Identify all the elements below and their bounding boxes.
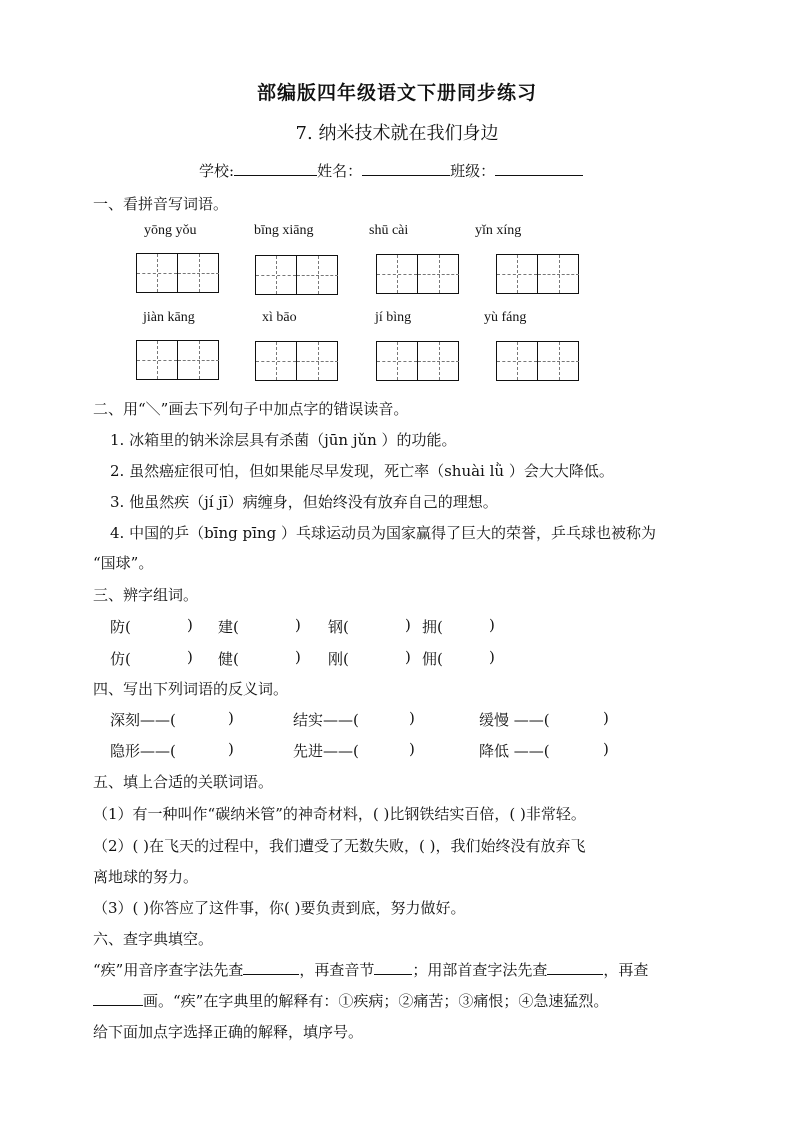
pinyin-2: bīng xiāng: [254, 223, 314, 238]
s6-text: ；用部首查字法先查: [412, 961, 548, 979]
s4-item: 隐形——(: [110, 742, 176, 760]
s4-close: ): [603, 740, 609, 758]
section3-heading: 三、辨字组词。: [93, 586, 199, 604]
s6-line3: 给下面加点字选择正确的解释，填序号。: [93, 1023, 364, 1041]
tianzige-box[interactable]: [136, 340, 219, 380]
pinyin-6: xì bāo: [262, 310, 297, 325]
s3-item: 钢(: [328, 618, 349, 636]
section5-heading: 五、填上合适的关联词语。: [93, 773, 274, 791]
s4-close: ): [228, 740, 234, 758]
s6-text: ，再查: [603, 961, 649, 979]
blank-field[interactable]: [374, 960, 412, 975]
page-title: 部编版四年级语文下册同步练习: [256, 82, 537, 104]
lesson-title: 7. 纳米技术就在我们身边: [295, 123, 499, 144]
name-field[interactable]: [362, 161, 450, 176]
s4-close: ): [228, 709, 234, 727]
s4-item: 结实——(: [293, 711, 359, 729]
s4-item: 先进——(: [293, 742, 359, 760]
s6-line2: [93, 990, 608, 1011]
s5-q3: （3）( )你答应了这件事，你( )要负责到底，努力做好。: [93, 899, 466, 917]
s3-item: 建(: [218, 618, 239, 636]
class-field[interactable]: [495, 161, 583, 176]
s3-item: 健(: [218, 650, 239, 668]
s4-item: 深刻——(: [110, 711, 176, 729]
tianzige-box[interactable]: [496, 341, 579, 381]
s5-q1: （1）有一种叫作“碳纳米管”的神奇材料，( )比钢铁结实百倍，( )非常轻。: [93, 805, 586, 823]
info-line: [199, 160, 583, 181]
s3-close: ): [187, 648, 193, 666]
tianzige-box[interactable]: [255, 341, 338, 381]
section2-heading: 二、用“＼”画去下列句子中加点字的错误读音。: [93, 400, 409, 418]
s4-close: ): [409, 709, 415, 727]
blank-field[interactable]: [547, 960, 603, 975]
s3-close: ): [187, 616, 193, 634]
s3-close: ): [295, 616, 301, 634]
s3-close: ): [405, 648, 411, 666]
s2-item-4: 4. 中国的乒（bīng pīng ）乓球运动员为国家赢得了巨大的荣誉，乒乓球也被称为: [110, 524, 656, 542]
s4-close: ): [603, 709, 609, 727]
s6-text: ，再查音节: [299, 961, 375, 979]
s3-close: ): [295, 648, 301, 666]
s5-q2: （2）( )在飞天的过程中，我们遭受了无数失败，( )，我们始终没有放弃飞: [93, 837, 586, 855]
section1-heading: 一、看拼音写词语。: [93, 195, 229, 213]
pinyin-5: jiàn kāng: [143, 310, 195, 325]
pinyin-8: yù fáng: [484, 310, 527, 325]
s6-text: 画。“疾”在字典里的解释有：①疾病；②痛苦；③痛恨；④急速猛烈。: [143, 992, 609, 1010]
section6-heading: 六、查字典填空。: [93, 930, 214, 948]
s5-q2-cont: 离地球的努力。: [93, 868, 199, 886]
name-label: 姓名：: [317, 162, 363, 180]
tianzige-box[interactable]: [376, 341, 459, 381]
s3-item: 仿(: [110, 650, 131, 668]
s3-item: 刚(: [328, 650, 349, 668]
pinyin-1: yōng yǒu: [144, 223, 197, 238]
s2-item-3: 3. 他虽然疾（jí jī）病缠身，但始终没有放弃自己的理想。: [110, 493, 498, 511]
s3-item: 防(: [110, 618, 131, 636]
pinyin-4: yǐn xíng: [475, 223, 522, 238]
tianzige-box[interactable]: [255, 255, 338, 295]
pinyin-3: shū cài: [369, 223, 409, 238]
tianzige-box[interactable]: [376, 254, 459, 294]
s2-item-1: 1. 冰箱里的钠米涂层具有杀菌（jūn jǔn ）的功能。: [110, 431, 457, 449]
s3-item: 佣(: [422, 650, 443, 668]
pinyin-7: jí bìng: [375, 310, 412, 325]
class-label: 班级：: [450, 162, 496, 180]
s3-close: ): [489, 616, 495, 634]
s2-item-2: 2. 虽然癌症很可怕，但如果能尽早发现，死亡率（shuài lǜ ）会大大降低。: [110, 462, 614, 480]
tianzige-box[interactable]: [136, 253, 219, 293]
blank-field[interactable]: [93, 991, 143, 1006]
s3-item: 拥(: [422, 618, 443, 636]
blank-field[interactable]: [243, 960, 299, 975]
school-label: 学校:: [199, 162, 235, 180]
s4-item: 缓慢 ——(: [479, 711, 550, 729]
s4-item: 降低 ——(: [479, 742, 550, 760]
s2-item-4-cont: “国球”。: [93, 554, 154, 572]
s3-close: ): [405, 616, 411, 634]
tianzige-box[interactable]: [496, 254, 579, 294]
s3-close: ): [489, 648, 495, 666]
s6-line1: [93, 959, 648, 980]
s6-text: “疾”用音序查字法先查: [93, 961, 244, 979]
section4-heading: 四、写出下列词语的反义词。: [93, 680, 289, 698]
s4-close: ): [409, 740, 415, 758]
school-field[interactable]: [234, 161, 317, 176]
